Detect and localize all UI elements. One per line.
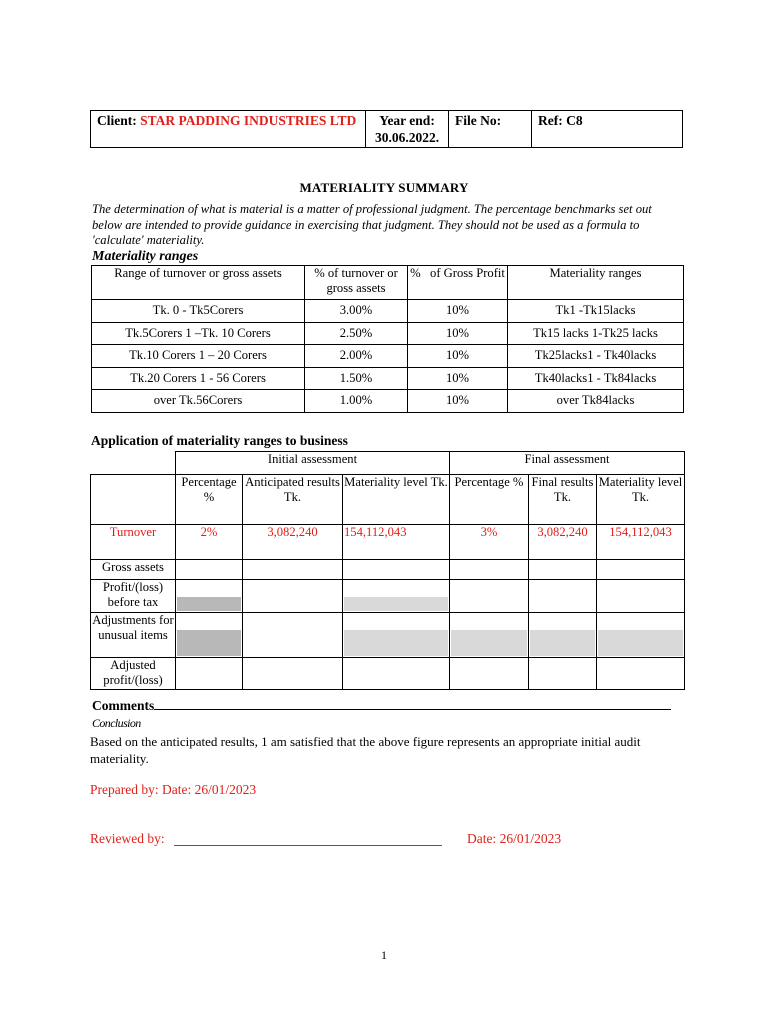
empty-cell	[529, 658, 597, 690]
client-cell	[91, 111, 366, 148]
empty-cell	[597, 580, 685, 613]
table-row	[92, 367, 684, 390]
ranges-header-pct-turnover: % of turnover or gross assets	[305, 266, 408, 300]
empty-cell	[529, 560, 597, 580]
final-materiality-level-header: Materiality level Tk.	[597, 475, 685, 525]
ranges-header-materiality: Materiality ranges	[508, 266, 684, 300]
pct-turnover-cell: 1.50%	[305, 367, 408, 390]
pct-gross-profit-cell: 10%	[408, 345, 508, 368]
file-no-cell	[449, 111, 532, 148]
materiality-range-cell: Tk15 lacks 1-Tk25 lacks	[508, 322, 684, 345]
shaded-cell	[176, 613, 243, 658]
empty-cell	[529, 580, 597, 613]
turnover-anticipated: 3,082,240	[243, 525, 343, 560]
empty-cell	[243, 613, 343, 658]
adjusted-profit-label: Adjusted profit/(loss)	[91, 658, 176, 690]
year-end-label: Year end:	[379, 113, 435, 128]
ranges-header-pct-gross-profit: % of Gross Profit	[408, 266, 508, 300]
empty-cell	[243, 560, 343, 580]
ref-cell	[532, 111, 683, 148]
turnover-initial-pct: 2%	[176, 525, 243, 560]
header-box	[90, 110, 683, 148]
empty-cell	[450, 580, 529, 613]
ref-label: Ref: C8	[538, 113, 583, 128]
final-assessment-header: Final assessment	[450, 452, 685, 475]
pct-gross-profit-cell: 10%	[408, 300, 508, 323]
range-cell: Tk. 0 - Tk5Corers	[92, 300, 305, 323]
shaded-cell	[529, 613, 597, 658]
column-header-row	[91, 475, 685, 525]
final-results-header: Final results Tk.	[529, 475, 597, 525]
materiality-range-cell: Tk25lacks1 - Tk40lacks	[508, 345, 684, 368]
table-row	[92, 322, 684, 345]
label-column-header	[91, 475, 176, 525]
empty-cell	[450, 658, 529, 690]
pct-gross-profit-cell: 10%	[408, 322, 508, 345]
initial-materiality-level-header: Materiality level Tk.	[343, 475, 450, 525]
conclusion-text: Based on the anticipated results, 1 am satisfied that the above figure represents an appropriate initial audit materiality.	[90, 734, 641, 766]
ranges-header-row	[92, 266, 684, 300]
prepared-by: Prepared by: Date: 26/01/2023	[90, 782, 257, 797]
turnover-final-level: 154,112,043	[597, 525, 685, 560]
blank-corner	[91, 452, 176, 475]
range-cell: over Tk.56Corers	[92, 390, 305, 413]
page-title: MATERIALITY SUMMARY	[299, 180, 469, 195]
gross-assets-row	[91, 560, 685, 580]
final-percentage-header: Percentage %	[450, 475, 529, 525]
pct-turnover-cell: 1.00%	[305, 390, 408, 413]
year-end-cell	[366, 111, 449, 148]
table-row	[92, 345, 684, 368]
group-header-row	[91, 452, 685, 475]
range-cell: Tk.20 Corers 1 - 56 Corers	[92, 367, 305, 390]
adjusted-profit-row	[91, 658, 685, 690]
materiality-range-cell: over Tk84lacks	[508, 390, 684, 413]
pct-turnover-cell: 2.00%	[305, 345, 408, 368]
turnover-label: Turnover	[91, 525, 176, 560]
ranges-header-range: Range of turnover or gross assets	[92, 266, 305, 300]
ranges-heading: Materiality ranges	[92, 249, 199, 264]
shaded-cell	[343, 580, 450, 613]
initial-percentage-header: Percentage %	[176, 475, 243, 525]
gross-assets-label: Gross assets	[91, 560, 176, 580]
conclusion-label: Conclusion	[92, 716, 141, 730]
table-row	[92, 300, 684, 323]
empty-cell	[343, 560, 450, 580]
shaded-cell	[450, 613, 529, 658]
empty-cell	[243, 658, 343, 690]
pct-gross-profit-cell: 10%	[408, 390, 508, 413]
empty-cell	[176, 658, 243, 690]
file-no-label: File No:	[455, 113, 502, 128]
reviewed-by-label: Reviewed by:	[90, 831, 165, 846]
comments-label: Comments	[92, 697, 671, 714]
page-number: 1	[381, 948, 387, 962]
intro-text: The determination of what is material is a matter of professional judgment. The percentage benchmarks set out below are intended to provide guidance in exercising that judgment. They should not be used as a formula to 'calculate' materiality.	[92, 202, 652, 247]
anticipated-results-header: Anticipated results Tk.	[243, 475, 343, 525]
adjustments-label: Adjustments for unusual items	[91, 613, 176, 658]
empty-cell	[243, 580, 343, 613]
adjustments-row	[91, 613, 685, 658]
range-cell: Tk.10 Corers 1 – 20 Corers	[92, 345, 305, 368]
empty-cell	[597, 560, 685, 580]
year-end-value: 30.06.2022.	[374, 130, 440, 145]
shaded-cell	[597, 613, 685, 658]
reviewed-by-signature-line	[174, 845, 442, 846]
turnover-final-pct: 3%	[450, 525, 529, 560]
empty-cell	[597, 658, 685, 690]
materiality-range-cell: Tk1 -Tk15lacks	[508, 300, 684, 323]
turnover-row	[91, 525, 685, 560]
turnover-initial-level: 154,112,043	[343, 525, 450, 560]
shaded-cell	[176, 580, 243, 613]
application-heading: Application of materiality ranges to business	[91, 433, 348, 448]
empty-cell	[343, 658, 450, 690]
materiality-ranges-table	[91, 265, 684, 413]
client-name: STAR PADDING INDUSTRIES LTD	[140, 113, 357, 128]
pct-gross-profit-cell: 10%	[408, 367, 508, 390]
table-row	[92, 390, 684, 413]
pct-turnover-cell: 2.50%	[305, 322, 408, 345]
empty-cell	[450, 560, 529, 580]
profit-before-tax-label: Profit/(loss) before tax	[91, 580, 176, 613]
comments-line	[154, 697, 671, 710]
turnover-final-results: 3,082,240	[529, 525, 597, 560]
initial-assessment-header: Initial assessment	[176, 452, 450, 475]
range-cell: Tk.5Corers 1 –Tk. 10 Corers	[92, 322, 305, 345]
materiality-range-cell: Tk40lacks1 - Tk84lacks	[508, 367, 684, 390]
profit-before-tax-row	[91, 580, 685, 613]
empty-cell	[176, 560, 243, 580]
reviewed-date: Date: 26/01/2023	[467, 831, 562, 846]
client-label: Client:	[97, 113, 137, 128]
pct-turnover-cell: 3.00%	[305, 300, 408, 323]
shaded-cell	[343, 613, 450, 658]
application-table	[90, 451, 685, 690]
